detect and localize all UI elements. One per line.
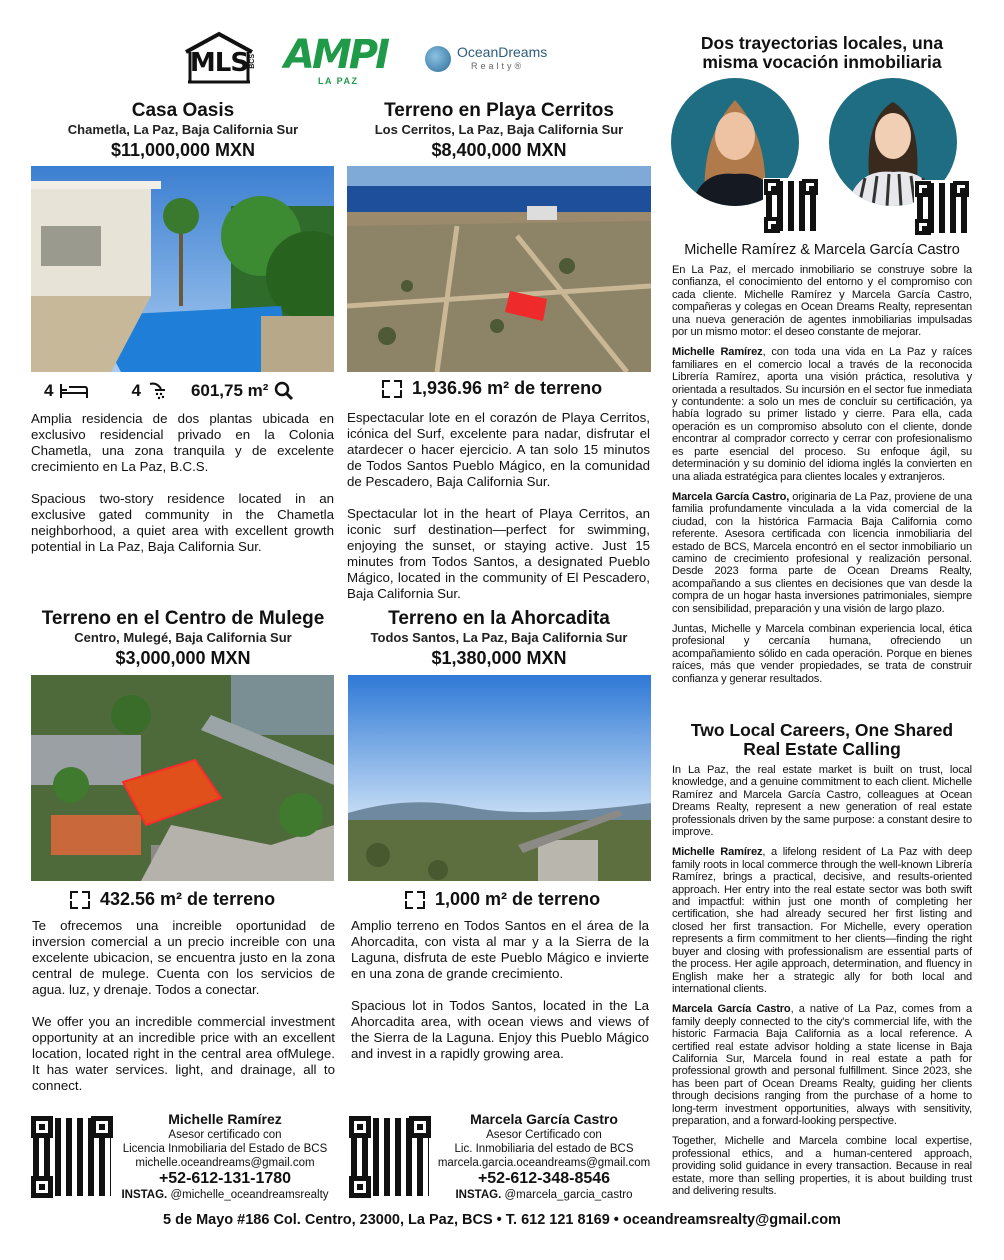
- listing-price: $3,000,000 MXN: [115, 648, 251, 668]
- en-paragraph-3: Marcela García Castro, a native of La Paz, comes from a family deeply connected to the city's commercial life, with the historic Farmacia Baja California as a local reference. A certified real estate advisor holding a state license in Baja California Sur, Marcela found in real estate a path for professional growth and personal fulfillment. Since 2023, she has been part of Ocean Dreams Realty, guiding her clients through decisions ranging from the purchase of a home to long-term investment opportunities, always with sensitivity, preparation, and a forward-looking perspective.: [672, 1003, 972, 1127]
- listing-header-mulege: [30, 608, 336, 669]
- shower-icon: [147, 381, 167, 401]
- agent-line1: Asesor Certificado con: [486, 1129, 602, 1141]
- instag-label: INSTAG.: [121, 1189, 168, 1201]
- magnifier-icon: [274, 381, 294, 401]
- michelle-whatsapp-qr: [763, 178, 819, 234]
- listing-title: Terreno en el Centro de Mulege: [41, 608, 325, 629]
- area-corners-icon: [405, 891, 425, 909]
- listing-description-playa-cerritos: [347, 410, 650, 602]
- michelle-qr-code: [30, 1115, 114, 1199]
- lot-area: 1,936.96 m² de terreno: [412, 378, 603, 398]
- es-paragraph-1: En La Paz, el mercado inmobiliario se construye sobre la confianza, el conocimiento del entorno y el compromiso con cada cliente. Michelle Ramírez y Marcela García Castro, compañeras y colegas en Ocean Dreams Realty, representan una nueva generación de agentes inmobiliarias impulsadas por un mismo motor: el deseo constante de mejorar.: [672, 264, 972, 339]
- en-paragraph-1: In La Paz, the real estate market is built on trust, local knowledge, and a genuine commitment to each client. Michelle Ramírez and Marcela García Castro, colleagues at Ocean Dreams Realty, represent a new generation of real estate professionals driven by the same purpose: a constant desire to improve.: [672, 764, 972, 839]
- article-body-en: [672, 764, 972, 1197]
- description-es: Te ofrecemos una increible oportunidad de inversion comercial a un precio increible con una excelente ubicacion, se encuentra justo en la zona central de mulege. Cuenta con los servicios de agua. luz, y drenaje. Todos a conectar.: [32, 918, 335, 997]
- listing-photo-mulege: [31, 675, 334, 881]
- listing-title: Casa Oasis: [131, 100, 235, 121]
- agent-phone[interactable]: +52-612-348-8546: [477, 1170, 611, 1187]
- oceandreams-logo-sub: Realty®: [471, 61, 525, 71]
- listing-spec-ahorcadita: [405, 889, 600, 910]
- bedrooms-count: 4: [44, 381, 54, 400]
- listing-location: Centro, Mulegé, Baja California Sur: [74, 630, 292, 645]
- article-body-es: [672, 264, 972, 685]
- listing-header-casa-oasis: [30, 100, 336, 161]
- listing-title: Terreno en la Ahorcadita: [388, 608, 610, 629]
- area-corners-icon: [70, 891, 90, 909]
- listing-photo-casa-oasis: [31, 166, 334, 372]
- listing-location: Los Cerritos, La Paz, Baja California Sur: [374, 122, 624, 137]
- listing-price: $1,380,000 MXN: [431, 648, 567, 668]
- description-es: Espectacular lote en el corazón de Playa Cerritos, icónica del Surf, excelente para nadar, disfrutar el atardecer o hacer ejercicio. A tan solo 15 minutos de Todos Santos Pueblo Mágico, en la comunidad de Pescadero, Baja California Sur.: [347, 410, 650, 489]
- listing-photo-playa-cerritos: [347, 166, 651, 372]
- ampi-logo-sub: LA PAZ: [318, 76, 359, 86]
- instag-label: INSTAG.: [455, 1189, 502, 1201]
- listing-location: Todos Santos, La Paz, Baja California Sur: [370, 630, 628, 645]
- instag-handle: @michelle_oceandreamsrealty: [170, 1189, 329, 1201]
- ampi-logo: [284, 30, 399, 88]
- mls-logo-text: MLS: [189, 48, 249, 78]
- listing-description-mulege: [32, 918, 335, 1094]
- description-en: Spacious two-story residence located in an exclusive gated community in the Chametla neighborhood, a quiet area with excellent growth potential in La Paz, Baja California Sur.: [31, 491, 334, 554]
- area-value: 601,75 m²: [190, 381, 269, 400]
- description-en: Spectacular lot in the heart of Playa Cerritos, an iconic surf destination—perfect for swimming, enjoying the sunset, or staying active. Just 15 minutes from Todos Santos, a designated Pueblo Mágico, located in the community of El Pescadero, Baja California Sur.: [347, 506, 650, 601]
- marcela-qr-code: [348, 1115, 432, 1199]
- listing-description-ahorcadita: [351, 918, 649, 1062]
- logo-bar: [180, 30, 550, 88]
- agent-phone[interactable]: +52-612-131-1780: [158, 1170, 292, 1187]
- listing-photo-ahorcadita: [348, 675, 651, 881]
- en-paragraph-2: Michelle Ramírez, a lifelong resident of La Paz with deep family roots in local commerce through the well-known Librería Ramírez, brings a practical, decisive, and results-oriented approach. Her entry into the real estate sector was both swift and impactful: within just one month of completing her certification, she had already secured her first listing and closed her first transaction. For Michelle, every operation represents a firm commitment to her clients—finding the right buyer and closing with professionalism are essential parts of the process. Her agile approach, determination, and fluency in English make her a strategic ally for both local and international clients.: [672, 846, 972, 995]
- agents-names-caption: Michelle Ramírez & Marcela García Castro: [684, 242, 960, 258]
- ampi-logo-text: AMPI: [284, 32, 387, 78]
- instag-handle: @marcela_garcia_castro: [504, 1189, 633, 1201]
- agent-line2: Licencia Inmobiliaria del Estado de BCS: [122, 1143, 328, 1155]
- lot-area: 1,000 m² de terreno: [435, 889, 601, 909]
- listing-spec-mulege: [70, 889, 275, 910]
- es-paragraph-3: Marcela García Castro, originaria de La Paz, proviene de una familia profundamente vinculada a la vida comercial de la ciudad, con la histórica Farmacia Baja California como referente. Asesora certificada con licencia inmobiliaria del estado de BCS, Marcela encontró en el sector inmobiliario un camino de crecimiento profesional y realización personal. Desde 2023 forma parte de Ocean Dreams Realty, acompañando a sus clientes en decisiones que van desde la compra de un hogar hasta inversiones patrimoniales, siempre con sensibilidad, preparación y una visión de largo plazo.: [672, 490, 972, 615]
- agent-card-marcela: [434, 1110, 654, 1202]
- listing-specs-casa-oasis: [44, 381, 294, 401]
- agent-line2: Lic. Inmobiliaria del estado de BCS: [454, 1143, 634, 1155]
- bathrooms-count: 4: [131, 381, 141, 400]
- listing-header-ahorcadita: [346, 608, 652, 669]
- agent-line1: Asesor certificado con: [168, 1129, 282, 1141]
- listing-price: $11,000,000 MXN: [110, 140, 256, 160]
- description-es: Amplio terreno en Todos Santos en el área de la Ahorcadita, con vista al mar y a la Sierra de la Laguna, disfruta de este Pueblo Mágico e invierte en una zona de grande crecimiento.: [351, 918, 649, 981]
- agent-name: Marcela García Castro: [470, 1111, 618, 1127]
- listing-price: $8,400,000 MXN: [431, 140, 567, 160]
- article-heading-en: Two Local Careers, One Shared Real Estate Calling: [690, 720, 954, 759]
- agent-card-michelle: [120, 1110, 330, 1202]
- es-paragraph-4: Juntas, Michelle y Marcela combinan experiencia local, ética profesional y cercanía humana, ofreciendo un acompañamiento sólido en cada operación. Porque en bienes raíces, más que vender propiedades, se trata de construir confianza y generar resultados.: [672, 622, 972, 685]
- agent-instagram[interactable]: [120, 1188, 330, 1202]
- listing-description-casa-oasis: [31, 411, 334, 555]
- oceandreams-logo: [425, 45, 547, 73]
- agent-email[interactable]: marcela.garcia.oceandreams@gmail.com: [437, 1157, 651, 1169]
- description-en: We offer you an incredible commercial investment opportunity at an incredible price with an excellent location, located right in the central area ofMulege. It has water services. light, and drainage, all to connect.: [32, 1014, 335, 1093]
- marcela-instagram-qr: [914, 180, 970, 236]
- en-paragraph-4: Together, Michelle and Marcela combine local expertise, professional ethics, and a human-centered approach, providing solid guidance in every transaction. Because in real estate, more than selling properties, it is about building trust and delivering results.: [672, 1135, 972, 1197]
- listing-header-playa-cerritos: [346, 100, 652, 161]
- agent-email[interactable]: michelle.oceandreams@gmail.com: [135, 1157, 315, 1169]
- area-corners-icon: [382, 380, 402, 398]
- footer-contact: 5 de Mayo #186 Col. Centro, 23000, La Paz, BCS • T. 612 121 8169 • oceandreamsrealty@gmail.com: [163, 1212, 841, 1228]
- mls-logo-sub: BCS: [249, 54, 256, 69]
- oceandreams-wave-icon: [425, 46, 451, 72]
- listing-title: Terreno en Playa Cerritos: [384, 100, 614, 121]
- lot-area: 432.56 m² de terreno: [100, 889, 276, 909]
- description-en: Spacious lot in Todos Santos, located in the La Ahorcadita area, with ocean views and views of the Sierra de la Laguna. Enjoy this Pueblo Mágico and invest in a rapidly growing area.: [351, 998, 649, 1061]
- agent-instagram[interactable]: [434, 1188, 654, 1202]
- bed-icon: [59, 382, 89, 400]
- article-heading-es: Dos trayectorias locales, una misma vocación inmobiliaria: [700, 33, 944, 72]
- es-paragraph-2: Michelle Ramírez, con toda una vida en La Paz y raíces familiares en el comercio local a través de la reconocida Librería Ramírez, aporta una visión práctica, resolutiva y orientada a resultados. Su incursión en el sector fue inmediata y contundente: a solo un mes de concluir su certificación, ya había logrado su primer listado y cierre. Para ella, cada operación es un compromiso absoluto con el cliente, donde encontrar al comprador correcto y cerrar con profesionalismo es parte esencial del proceso. Su enfoque ágil, su determinación y su dominio del idioma inglés la convierten en una aliada estratégica para clientes locales y extranjeros.: [672, 346, 972, 483]
- listing-spec-playa-cerritos: [382, 378, 602, 399]
- oceandreams-logo-text: OceanDreams: [457, 44, 548, 60]
- mls-logo: [180, 30, 258, 88]
- agent-name: Michelle Ramírez: [168, 1111, 282, 1127]
- description-es: Amplia residencia de dos plantas ubicada en exclusivo residencial privado en la Colonia Chametla, una zona tranquila y de excelente crecimiento en La Paz, B.C.S.: [31, 411, 334, 474]
- listing-location: Chametla, La Paz, Baja California Sur: [67, 122, 299, 137]
